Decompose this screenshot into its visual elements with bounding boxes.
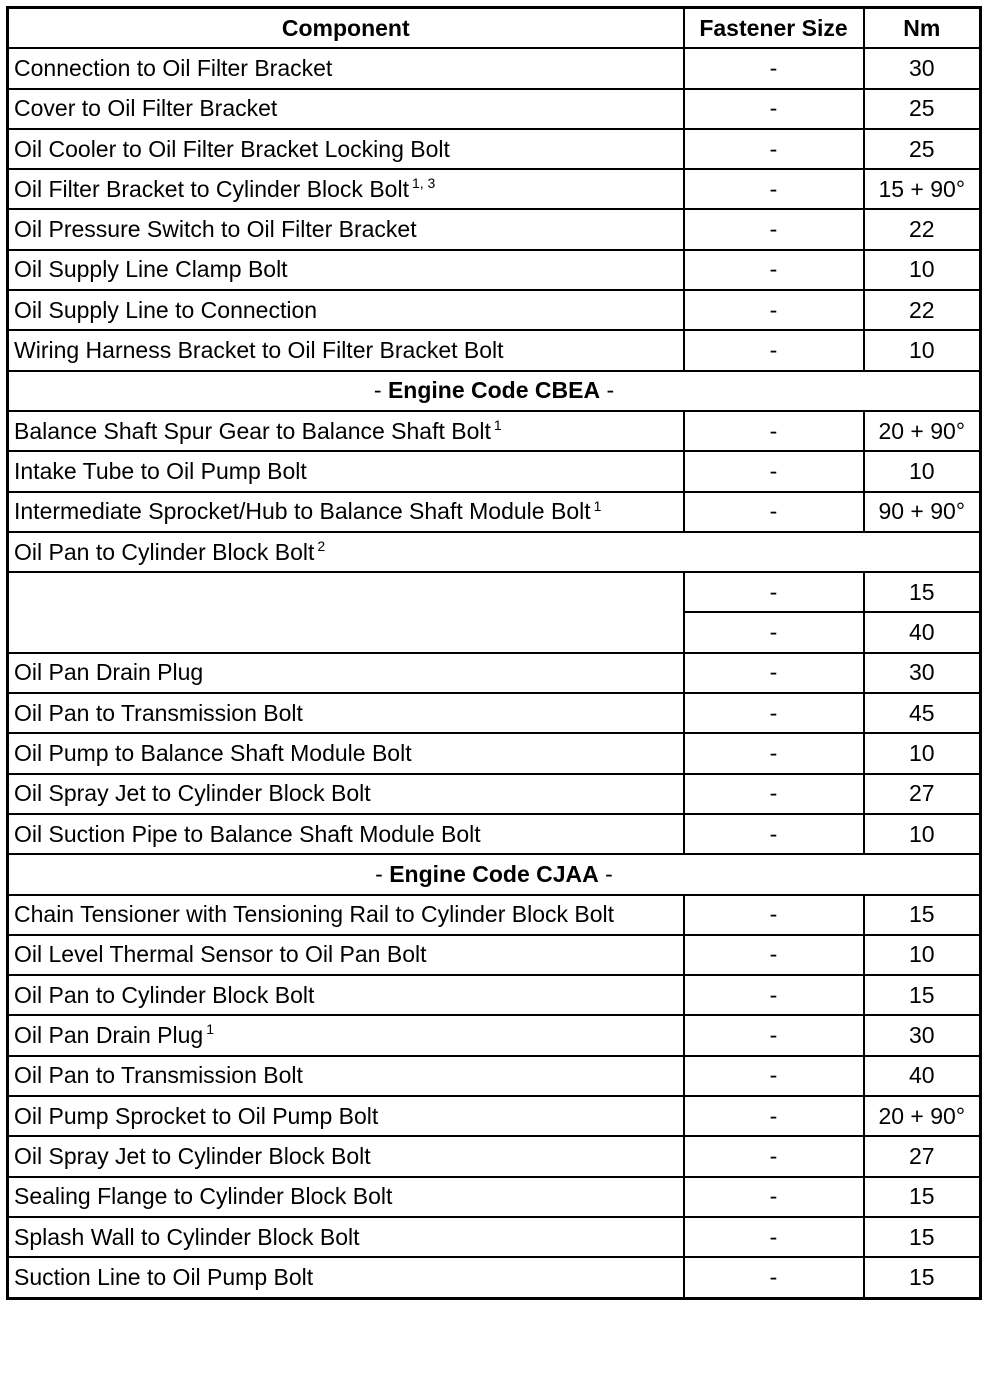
table-row: [8, 774, 981, 814]
torque-value-cell: 27: [864, 774, 981, 814]
table-row: [8, 492, 981, 532]
table-row: [8, 532, 981, 572]
torque-value-cell: 90 + 90°: [864, 492, 981, 532]
torque-value-cell: 30: [864, 48, 981, 88]
component-text: Intake Tube to Oil Pump Bolt: [14, 457, 307, 484]
table-row: [8, 1177, 981, 1217]
table-row: [8, 653, 981, 693]
component-cell: [8, 89, 684, 129]
fastener-size-cell: -: [684, 330, 864, 370]
component-cell: [8, 129, 684, 169]
section-heading-row: [8, 371, 981, 411]
component-cell: [8, 1136, 684, 1176]
fastener-size-cell: -: [684, 1217, 864, 1257]
table-row: [8, 48, 981, 88]
fastener-size-cell: -: [684, 975, 864, 1015]
fastener-size-cell: -: [684, 1056, 864, 1096]
fastener-size-cell: -: [684, 612, 864, 652]
fastener-size-cell: -: [684, 492, 864, 532]
footnote-marker: 1: [593, 497, 602, 514]
component-text: Oil Pump Sprocket to Oil Pump Bolt: [14, 1102, 379, 1129]
component-text: Oil Pan Drain Plug: [14, 659, 204, 686]
fastener-size-cell: -: [684, 1257, 864, 1298]
table-row: [8, 814, 981, 854]
torque-value-cell: 25: [864, 129, 981, 169]
section-dash-right: -: [598, 860, 613, 887]
table-row: [8, 975, 981, 1015]
torque-value-cell: 15: [864, 1177, 981, 1217]
torque-value-cell: 25: [864, 89, 981, 129]
torque-value-cell: 15: [864, 975, 981, 1015]
component-text: Oil Pan to Cylinder Block Bolt: [14, 981, 315, 1008]
torque-value-cell: 15: [864, 572, 981, 612]
torque-value-cell: 15: [864, 895, 981, 935]
fastener-size-cell: -: [684, 451, 864, 491]
section-dash-right: -: [600, 377, 615, 404]
header-row: [8, 8, 981, 49]
fastener-size-header: Fastener Size: [684, 8, 864, 49]
footnote-marker: 2: [317, 537, 326, 554]
torque-value-cell: 10: [864, 330, 981, 370]
torque-value-cell: 15 + 90°: [864, 169, 981, 209]
component-cell: [8, 532, 981, 572]
torque-value-cell: 10: [864, 935, 981, 975]
component-cell: [8, 1015, 684, 1055]
fastener-size-cell: -: [684, 89, 864, 129]
component-text: Chain Tensioner with Tensioning Rail to Cylinder Block Bolt: [14, 901, 615, 928]
torque-value-cell: 15: [864, 1217, 981, 1257]
footnote-marker: 1: [493, 416, 502, 433]
table-row: [8, 1136, 981, 1176]
component-text: Connection to Oil Filter Bracket: [14, 54, 333, 81]
fastener-size-cell: -: [684, 209, 864, 249]
component-text: Oil Supply Line to Connection: [14, 296, 318, 323]
fastener-size-cell: -: [684, 411, 864, 451]
fastener-size-cell: -: [684, 935, 864, 975]
component-cell: [8, 451, 684, 491]
table-row: [8, 411, 981, 451]
fastener-size-cell: -: [684, 1136, 864, 1176]
torque-value-cell: 10: [864, 814, 981, 854]
component-cell: [8, 774, 684, 814]
fastener-size-cell: -: [684, 733, 864, 773]
component-cell: [8, 48, 684, 88]
table-row: [8, 89, 981, 129]
torque-value-cell: 10: [864, 250, 981, 290]
component-text: Oil Supply Line Clamp Bolt: [14, 256, 288, 283]
torque-value-cell: 22: [864, 209, 981, 249]
section-heading-row: [8, 854, 981, 894]
section-title: Engine Code CBEA: [387, 377, 601, 404]
footnote-marker: 1: [206, 1021, 214, 1038]
table-row: [8, 330, 981, 370]
torque-value-cell: 20 + 90°: [864, 1096, 981, 1136]
component-text: Oil Cooler to Oil Filter Bracket Locking Bolt: [14, 135, 450, 162]
component-header: Component: [8, 8, 684, 49]
fastener-size-cell: -: [684, 129, 864, 169]
table-row: [8, 1096, 981, 1136]
fastener-size-cell: -: [684, 250, 864, 290]
component-cell: [8, 733, 684, 773]
section-dash-left: -: [375, 860, 390, 887]
table-row: [8, 572, 981, 612]
component-text: Wiring Harness Bracket to Oil Filter Bracket Bolt: [14, 337, 504, 364]
component-cell: [8, 330, 684, 370]
nm-header: Nm: [864, 8, 981, 49]
component-text: Oil Suction Pipe to Balance Shaft Module Bolt: [14, 820, 481, 847]
torque-value-cell: 30: [864, 653, 981, 693]
torque-value-cell: 45: [864, 693, 981, 733]
fastener-size-cell: -: [684, 653, 864, 693]
component-cell: [8, 1257, 684, 1298]
torque-value-cell: 27: [864, 1136, 981, 1176]
component-cell: [8, 1096, 684, 1136]
torque-value-cell: 10: [864, 451, 981, 491]
table-row: [8, 895, 981, 935]
component-text: Oil Spray Jet to Cylinder Block Bolt: [14, 780, 371, 807]
component-cell: [8, 895, 684, 935]
torque-value-cell: 30: [864, 1015, 981, 1055]
component-text: Splash Wall to Cylinder Block Bolt: [14, 1223, 360, 1250]
fastener-size-cell: -: [684, 572, 864, 612]
component-cell: [8, 975, 684, 1015]
component-text: Oil Pan to Transmission Bolt: [14, 1062, 303, 1089]
table-row: [8, 1015, 981, 1055]
fastener-size-cell: -: [684, 1015, 864, 1055]
footnote-marker: 1, 3: [411, 175, 436, 192]
component-text: Suction Line to Oil Pump Bolt: [14, 1263, 314, 1290]
table-row: [8, 1257, 981, 1298]
component-cell: [8, 814, 684, 854]
torque-value-cell: 40: [864, 612, 981, 652]
component-cell: [8, 1177, 684, 1217]
component-text: Oil Pan Drain Plug: [14, 1022, 204, 1049]
component-text: Oil Spray Jet to Cylinder Block Bolt: [14, 1142, 371, 1169]
component-cell: [8, 572, 684, 653]
component-text: Oil Pump to Balance Shaft Module Bolt: [14, 739, 412, 766]
table-row: [8, 250, 981, 290]
torque-value-cell: 40: [864, 1056, 981, 1096]
section-heading: [8, 854, 981, 894]
component-cell: [8, 411, 684, 451]
component-cell: [8, 209, 684, 249]
table-row: [8, 290, 981, 330]
table-row: [8, 451, 981, 491]
table-row: [8, 1217, 981, 1257]
table-row: [8, 129, 981, 169]
fastener-size-cell: -: [684, 895, 864, 935]
table-body: [8, 48, 981, 1298]
table-row: [8, 209, 981, 249]
fastener-size-cell: -: [684, 774, 864, 814]
component-text: Sealing Flange to Cylinder Block Bolt: [14, 1183, 393, 1210]
fastener-size-cell: -: [684, 169, 864, 209]
section-title: Engine Code CJAA: [389, 860, 599, 887]
component-text: Oil Filter Bracket to Cylinder Block Bolt: [14, 175, 409, 202]
table-row: [8, 1056, 981, 1096]
component-cell: [8, 653, 684, 693]
component-cell: [8, 169, 684, 209]
component-text: Oil Pressure Switch to Oil Filter Bracket: [14, 216, 417, 243]
torque-value-cell: 15: [864, 1257, 981, 1298]
table-row: [8, 935, 981, 975]
table-row: [8, 169, 981, 209]
component-cell: [8, 1217, 684, 1257]
section-heading: [8, 371, 981, 411]
component-text: Oil Pan to Transmission Bolt: [14, 699, 303, 726]
table-row: [8, 693, 981, 733]
table-row: [8, 733, 981, 773]
fastener-size-cell: -: [684, 1177, 864, 1217]
torque-value-cell: 22: [864, 290, 981, 330]
component-cell: [8, 250, 684, 290]
fastener-size-cell: -: [684, 48, 864, 88]
component-cell: [8, 492, 684, 532]
fastener-size-cell: -: [684, 290, 864, 330]
component-cell: [8, 935, 684, 975]
torque-value-cell: 20 + 90°: [864, 411, 981, 451]
component-cell: [8, 693, 684, 733]
component-text: Balance Shaft Spur Gear to Balance Shaft Bolt: [14, 417, 491, 444]
component-text: Cover to Oil Filter Bracket: [14, 95, 278, 122]
torque-spec-table: [6, 6, 982, 1300]
fastener-size-cell: -: [684, 1096, 864, 1136]
component-text: Oil Level Thermal Sensor to Oil Pan Bolt: [14, 941, 427, 968]
fastener-size-cell: -: [684, 814, 864, 854]
component-text: Intermediate Sprocket/Hub to Balance Shaft Module Bolt: [14, 498, 591, 525]
torque-value-cell: 10: [864, 733, 981, 773]
component-cell: [8, 1056, 684, 1096]
section-dash-left: -: [373, 377, 388, 404]
fastener-size-cell: -: [684, 693, 864, 733]
component-cell: [8, 290, 684, 330]
component-text: Oil Pan to Cylinder Block Bolt: [14, 538, 315, 565]
